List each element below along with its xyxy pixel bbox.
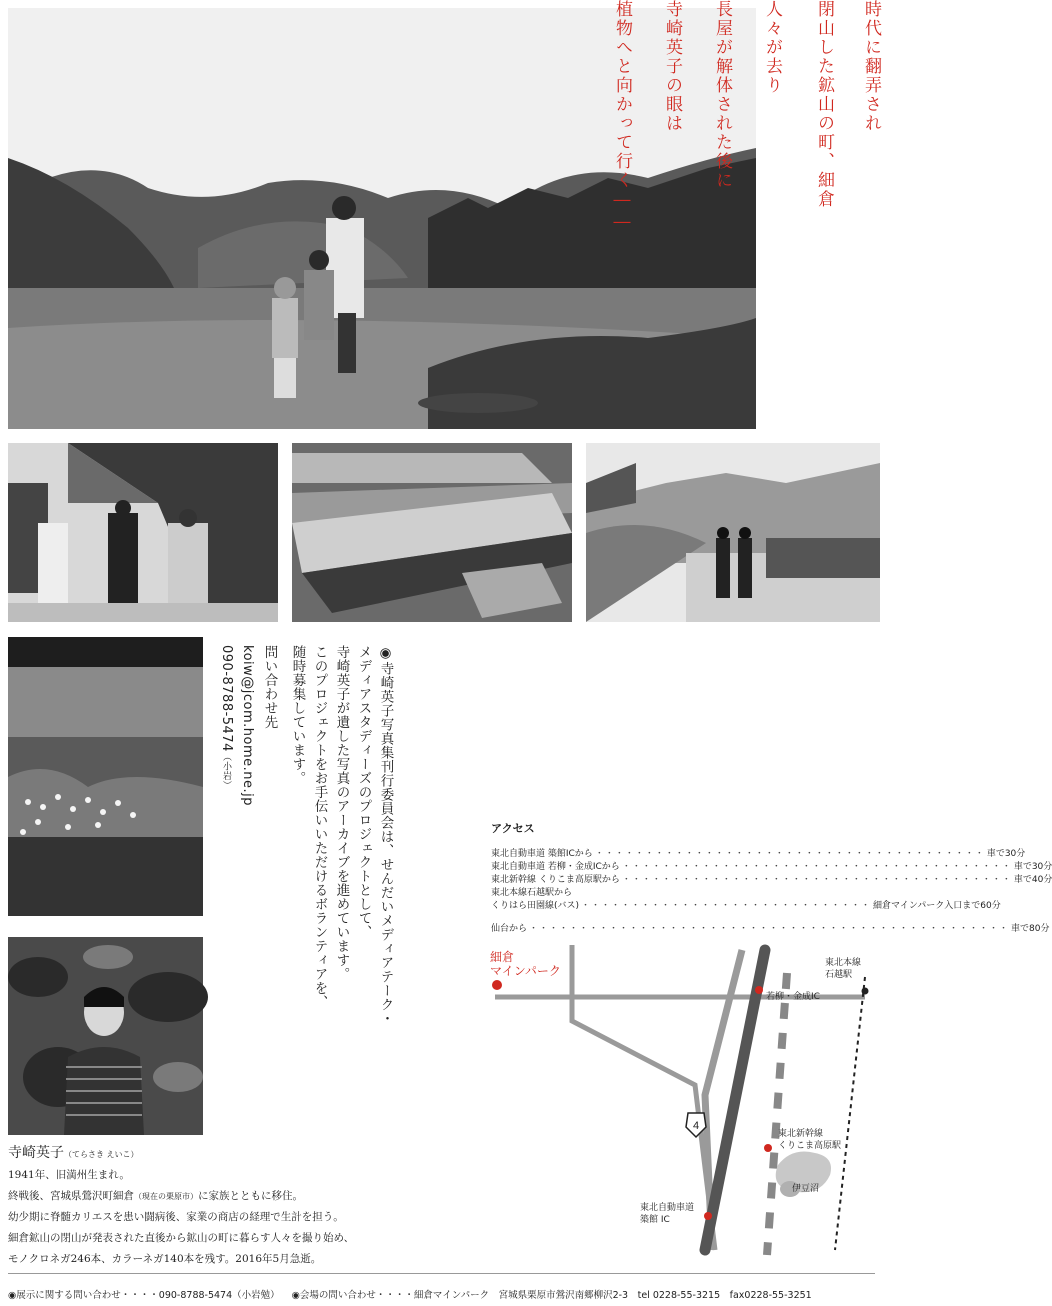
access-section xyxy=(491,820,1052,936)
contact-email[interactable]: koiw@jcom.home.ne.jp xyxy=(240,645,255,806)
bio-line-2a: 終戦後、宮城県鶯沢町細倉 xyxy=(8,1190,134,1202)
tsukidate-ic-marker xyxy=(704,1212,712,1220)
contact-phone-block xyxy=(220,645,233,790)
bio-name-kana: （てらさき えいこ） xyxy=(64,1150,139,1159)
footer-divider xyxy=(8,1273,875,1274)
route-4-number: 4 xyxy=(692,1120,700,1132)
bio-line-2-note: （現在の栗原市） xyxy=(134,1192,198,1201)
bio-born: 1941年、旧満州生まれ。 xyxy=(8,1169,130,1181)
map-honsen-label: 東北本線 石越駅 xyxy=(825,958,862,980)
access-row: 東北本線石越駅から xyxy=(491,888,573,898)
bio-name: 寺崎英子 xyxy=(8,1145,64,1161)
project-line-2: メディアスタディーズのプロジェクトとして、 xyxy=(355,645,372,939)
footer-venue-contact: ◉会場の問い合わせ・・・・細倉マインパーク 宮城県栗原市鶯沢南郷柳沢2-3 tel 0228-55-3215 fax0228-55-3251 xyxy=(291,1290,812,1301)
poem-line-5: 寺崎英子の眼は xyxy=(662,0,682,133)
biography xyxy=(8,1143,478,1270)
photo-women-walking-village xyxy=(586,443,880,622)
main-photo-mother-and-children xyxy=(8,8,756,429)
project-line-5: 随時募集しています。 xyxy=(289,645,306,785)
poem-line-2: 閉山した鉱山の町、細倉 xyxy=(814,0,834,209)
project-line-1: ◉寺崎英子写真集刊行委員会は、せんだいメディアテーク・ xyxy=(377,645,394,1026)
map-tsukidate-ic-label: 東北自動車道 築館 IC xyxy=(640,1203,695,1225)
access-map xyxy=(480,935,880,1265)
bio-line-3: 幼少期に脊髄カリエスを患い闘病後、家業の商店の経理で生計を担う。 xyxy=(8,1211,344,1223)
project-line-4: このプロジェクトをお手伝いいただけるボランティアを、 xyxy=(311,645,328,1009)
map-wakayanagi-ic-label: 若柳・金成IC xyxy=(766,992,820,1002)
contact-phone[interactable]: 090-8788-5474 xyxy=(219,645,234,752)
access-row: 東北新幹線 くりこま高原駅から ・・・・・・・・・・・・・・・・・・・・・・・・・・・・・・・・・・・・・・・ 車で40分 xyxy=(491,875,1052,885)
bio-name-line xyxy=(8,1143,478,1165)
photo-portrait-eiko-terasaki xyxy=(8,937,203,1135)
venue-marker xyxy=(492,980,502,990)
contact-heading: 問い合わせ先 xyxy=(261,645,278,729)
map-venue-label: 細倉 マインパーク xyxy=(490,950,561,978)
photo-wildflowers-field xyxy=(8,637,203,916)
poem-line-1: 時代に翻弄され xyxy=(861,0,881,133)
project-line-3: 寺崎英子が遺した写真のアーカイブを進めています。 xyxy=(333,645,350,981)
poem-line-3: 人々が去り xyxy=(762,0,782,95)
contact-phone-name: （小岩） xyxy=(221,751,231,790)
footer-exhibition-contact: ◉展示に関する問い合わせ・・・・090-8788-5474（小岩勉） xyxy=(8,1290,280,1301)
poem-line-6: 植物へと向かって行く―― xyxy=(612,0,632,234)
access-row: 東北自動車道 築館ICから ・・・・・・・・・・・・・・・・・・・・・・・・・・・・・・・・・・・・・・・ 車で30分 xyxy=(491,849,1026,859)
wakayanagi-ic-marker xyxy=(755,986,763,994)
bio-line-2b: に家族とともに移住。 xyxy=(198,1190,303,1202)
access-title: アクセス xyxy=(491,822,535,835)
photo-rooftops-row-houses xyxy=(292,443,572,622)
footer xyxy=(8,1287,875,1301)
access-row: くりはら田園線(バス) ・・・・・・・・・・・・・・・・・・・・・・・・・・・・・ 細倉マインパーク入口まで60分 xyxy=(491,901,1001,911)
bio-line-2 xyxy=(8,1186,478,1207)
poem-line-4: 長屋が解体された後に xyxy=(712,0,732,190)
bio-line-4: 細倉鉱山の閉山が発表された直後から鉱山の町に暮らす人々を撮り始め、 xyxy=(8,1232,355,1244)
kurikoma-station-marker xyxy=(764,1144,772,1152)
bio-line-5: モノクロネガ246本、カラーネガ140本を残す。2016年5月急逝。 xyxy=(8,1253,322,1265)
access-row: 仙台から ・・・・・・・・・・・・・・・・・・・・・・・・・・・・・・・・・・・・・・・・・・・・・・・・ 車で80分 xyxy=(491,924,1050,934)
photo-row-houses-women xyxy=(8,443,278,622)
map-pond-label: 伊豆沼 xyxy=(792,1184,820,1194)
map-shinkansen-label: 東北新幹線 くりこま高原駅 xyxy=(778,1129,842,1151)
ishikoshi-station-marker xyxy=(862,988,869,995)
access-row: 東北自動車道 若柳・金成ICから ・・・・・・・・・・・・・・・・・・・・・・・・・・・・・・・・・・・・・・・ 車で30分 xyxy=(491,862,1052,872)
